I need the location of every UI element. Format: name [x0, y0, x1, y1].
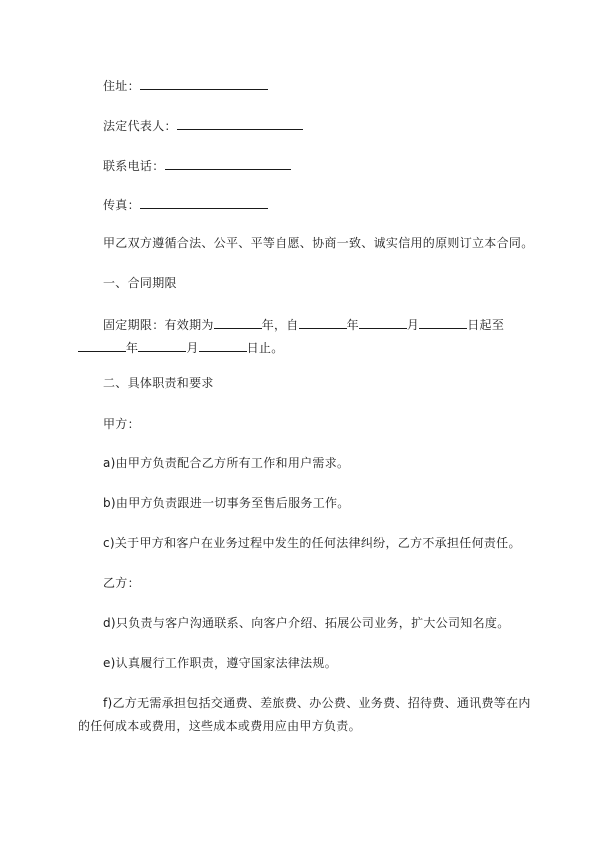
end-day-label: 日止。 [246, 341, 284, 355]
term-year-label: 年，自 [261, 318, 299, 332]
start-month-label: 月 [406, 318, 420, 332]
end-month-label: 月 [186, 341, 199, 355]
legal-rep-blank [177, 118, 303, 130]
party-a-item-b: b)由甲方负责跟进一切事务至售后服务工作。 [103, 496, 350, 510]
start-year-label: 年 [346, 318, 359, 332]
start-day-label: 日起至 [467, 318, 505, 332]
phone-label: 联系电话： [103, 159, 165, 173]
legal-rep-label: 法定代表人： [103, 119, 177, 133]
end-month-blank [138, 340, 186, 352]
end-year-blank [78, 340, 126, 352]
party-a-label: 甲方： [103, 417, 140, 431]
address-row [103, 78, 268, 92]
term-line-2 [78, 340, 284, 354]
party-b-item-f-line2: 的任何成本或费用，这些成本或费用应由甲方负责。 [78, 719, 361, 733]
fax-blank [140, 197, 268, 209]
end-day-blank [199, 340, 247, 352]
start-year-blank [299, 317, 347, 329]
fax-row [103, 197, 268, 211]
start-month-blank [359, 317, 407, 329]
term-line-1 [103, 317, 504, 331]
fax-label: 传真： [103, 198, 140, 212]
phone-row [103, 158, 291, 172]
section-1-title: 一、合同期限 [103, 276, 177, 290]
start-day-blank [419, 317, 467, 329]
party-a-item-c: c)关于甲方和客户在业务过程中发生的任何法律纠纷，乙方不承担任何责任。 [103, 536, 521, 550]
term-years-blank [214, 317, 262, 329]
address-label: 住址： [103, 79, 140, 93]
section-2-title: 二、具体职责和要求 [103, 376, 214, 390]
party-b-item-d: d)只负责与客户沟通联系、向客户介绍、拓展公司业务，扩大公司知名度。 [103, 616, 510, 630]
party-b-item-f-line1: f)乙方无需承担包括交通费、差旅费、办公费、业务费、招待费、通讯费等在内 [103, 696, 531, 710]
intro-paragraph: 甲乙双方遵循合法、公平、平等自愿、协商一致、诚实信用的原则订立本合同。 [103, 236, 534, 250]
legal-rep-row [103, 118, 303, 132]
address-blank [140, 78, 268, 90]
end-year-label: 年 [126, 341, 139, 355]
party-a-item-a: a)由甲方负责配合乙方所有工作和用户需求。 [103, 456, 350, 470]
term-prefix: 固定期限：有效期为 [103, 318, 214, 332]
party-b-item-e: e)认真履行工作职责，遵守国家法律法规。 [103, 656, 338, 670]
phone-blank [165, 158, 291, 170]
party-b-label: 乙方： [103, 576, 140, 590]
